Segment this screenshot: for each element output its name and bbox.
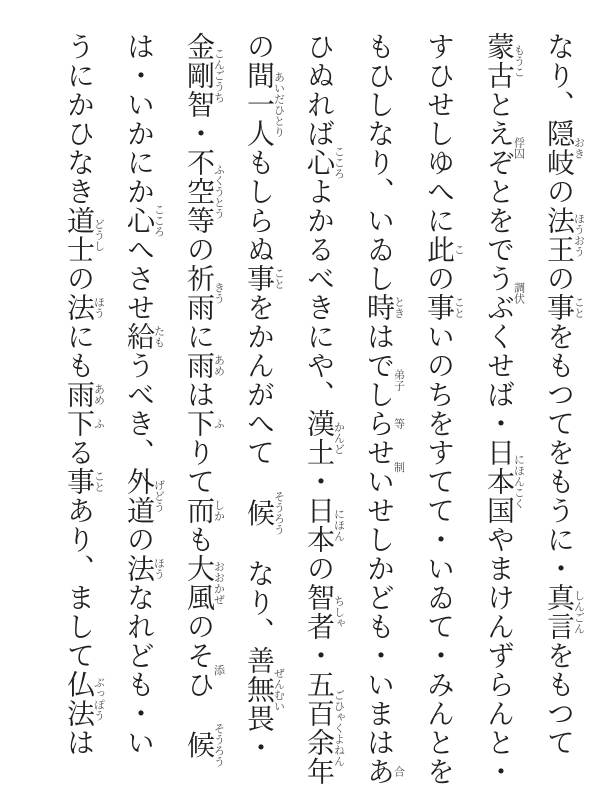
furigana-annotation: にほんこく xyxy=(512,438,525,525)
furigana-annotation: 添 xyxy=(212,641,225,699)
annotated-text: 法ほう xyxy=(63,293,105,322)
furigana-annotation: こんごうち xyxy=(212,32,225,119)
annotated-text: 真言しんごん xyxy=(543,583,585,641)
furigana-annotation: こと xyxy=(572,293,585,322)
text-run: りて xyxy=(183,438,214,496)
text-run: は xyxy=(363,322,394,351)
annotated-text: 下ふ xyxy=(63,409,105,438)
annotated-text: 外道げどう xyxy=(123,467,165,525)
furigana-annotation: たも xyxy=(152,322,165,351)
annotated-text: 日本にほん xyxy=(303,496,345,554)
text-run: の xyxy=(543,177,574,206)
furigana-annotation: 調伏 xyxy=(512,235,525,351)
annotated-text: 法王ほうおう xyxy=(543,206,585,264)
furigana-annotation: 制 xyxy=(392,438,405,496)
text-run: をかんがへて xyxy=(243,293,274,467)
text-run: うにかひなき xyxy=(63,32,94,206)
annotated-text: 下ふ xyxy=(183,409,225,438)
furigana-annotation: ぜんむい xyxy=(272,646,285,733)
furigana-annotation: こと xyxy=(452,293,465,322)
furigana-annotation: しか xyxy=(212,496,225,525)
annotated-text: 雨あめ xyxy=(183,351,225,380)
furigana-annotation: ぶっぽう xyxy=(92,670,105,728)
text-run: の xyxy=(303,554,334,583)
text-run: ・ xyxy=(243,733,274,762)
text-run: すひせしゆへに xyxy=(423,32,454,235)
text-run: なり、 xyxy=(243,559,274,646)
annotated-text: 仏法ぶっぽう xyxy=(63,670,105,728)
annotated-text: 智者ちしゃ xyxy=(303,583,345,641)
text-run: もひしなり、いゐし xyxy=(363,32,394,293)
text-run: と xyxy=(483,90,514,119)
text-run: せば・ xyxy=(483,351,514,438)
text-run: は xyxy=(183,380,214,409)
furigana-annotation: 弟子 xyxy=(392,351,405,409)
text-run: せしかども・いまは xyxy=(363,496,394,757)
furigana-annotation: こころ xyxy=(332,146,345,179)
furigana-annotation: おおかぜ xyxy=(212,554,225,612)
text-column-1 xyxy=(528,32,588,792)
annotated-text: せい制 xyxy=(363,438,405,496)
annotated-text: 時とき xyxy=(363,293,405,322)
text-run: もしらぬ xyxy=(243,148,274,264)
annotated-text: 給たも xyxy=(123,322,165,351)
text-run: も xyxy=(183,525,214,554)
furigana-annotation: しんごん xyxy=(572,583,585,641)
furigana-annotation: おき xyxy=(572,119,585,177)
furigana-annotation: こころ xyxy=(152,204,165,237)
annotated-text: 事こと xyxy=(423,293,465,322)
furigana-annotation: 俘囚 xyxy=(512,119,525,177)
furigana-annotation: ごひゃくよねん xyxy=(332,670,345,786)
annotated-text: 事こと xyxy=(63,467,105,496)
furigana-annotation: ふ xyxy=(212,409,225,438)
furigana-annotation: きう xyxy=(212,264,225,322)
text-run xyxy=(243,530,274,559)
text-column-2 xyxy=(468,32,528,792)
text-column-6 xyxy=(228,32,288,792)
text-run: ・ xyxy=(303,467,334,496)
text-run: いのちをすてて・いゐて・みんとを xyxy=(423,322,454,786)
annotated-text: 蒙古もうこ xyxy=(483,32,525,90)
text-run: ひぬれば xyxy=(303,32,334,148)
text-run: なれども・い xyxy=(123,583,154,757)
text-run: へさせ xyxy=(123,235,154,322)
annotated-text: 事こと xyxy=(243,264,285,293)
annotated-text: 漢土かんど xyxy=(303,409,345,467)
annotated-text: 日本国にほんこく xyxy=(483,438,525,525)
text-column-9 xyxy=(48,32,108,792)
annotated-text: 候そうろう xyxy=(243,491,285,535)
furigana-annotation: ほう xyxy=(152,554,165,583)
furigana-annotation: あめ xyxy=(92,380,105,409)
annotated-text: あ合 xyxy=(363,757,405,786)
annotated-text: 祈雨きう xyxy=(183,264,225,322)
furigana-annotation: ほう xyxy=(92,293,105,322)
annotated-text: 候そうろう xyxy=(183,723,225,767)
text-run: とを xyxy=(483,177,514,235)
text-run: の xyxy=(423,264,454,293)
text-run: の xyxy=(543,264,574,293)
text-column-5 xyxy=(288,32,348,792)
annotated-text: 而しか xyxy=(183,496,225,525)
furigana-annotation: もうこ xyxy=(512,32,525,90)
text-run: の xyxy=(183,612,214,641)
furigana-annotation: そうろう xyxy=(212,723,225,767)
annotated-text: 心こころ xyxy=(123,204,165,237)
annotated-text: 五百余年ごひゃくよねん xyxy=(303,670,345,786)
text-run: よかるべきにや、 xyxy=(303,177,334,409)
furigana-annotation: とき xyxy=(392,293,405,322)
furigana-annotation: ふ xyxy=(92,409,105,438)
furigana-annotation: ほうおう xyxy=(572,206,585,264)
text-run: ・ xyxy=(303,641,334,670)
text-column-3 xyxy=(408,32,468,792)
text-run: に xyxy=(183,322,214,351)
annotated-text: 不空等ふくうとう xyxy=(183,148,225,235)
furigana-annotation: あめ xyxy=(212,351,225,380)
annotated-text: 隠岐おき xyxy=(543,119,585,177)
text-run: る xyxy=(63,438,94,467)
furigana-annotation: ちしゃ xyxy=(332,583,345,641)
annotated-text: ら等 xyxy=(363,409,405,438)
text-run: なり、 xyxy=(543,32,574,119)
furigana-annotation: 合 xyxy=(392,757,405,786)
annotated-text: そひ添 xyxy=(183,641,225,699)
text-run: ・ xyxy=(183,119,214,148)
annotated-text: 金剛智こんごうち xyxy=(183,32,225,119)
annotated-text: 心こころ xyxy=(303,146,345,179)
annotated-text: 此こ xyxy=(423,235,465,264)
annotated-text: でし弟子 xyxy=(363,351,405,409)
furigana-annotation: こ xyxy=(452,235,465,264)
text-run: をもつてをもうに・ xyxy=(543,322,574,583)
text-column-7 xyxy=(168,32,228,792)
annotated-text: 道士どうし xyxy=(63,206,105,264)
furigana-annotation: あいだひとり xyxy=(272,61,285,148)
furigana-annotation: そうろう xyxy=(272,491,285,535)
text-run: は xyxy=(63,728,94,757)
furigana-annotation: こと xyxy=(272,264,285,293)
text-run: あり、まして xyxy=(63,496,94,670)
annotated-text: 大風おおかぜ xyxy=(183,554,225,612)
text-column-4 xyxy=(348,32,408,792)
annotated-text: 間一人あいだひとり xyxy=(243,61,285,148)
text-column-8 xyxy=(108,32,168,792)
furigana-annotation: げどう xyxy=(152,467,165,525)
text-run: の xyxy=(63,264,94,293)
furigana-annotation: にほん xyxy=(332,496,345,554)
annotated-text: 善無畏ぜんむい xyxy=(243,646,285,733)
annotated-text: でうぶく調伏 xyxy=(483,235,525,351)
text-run: をもつて xyxy=(543,641,574,757)
text-run: やまけんずらんと・ xyxy=(483,525,514,786)
annotated-text: 雨あめ xyxy=(63,380,105,409)
text-run: の xyxy=(123,525,154,554)
furigana-annotation: こと xyxy=(92,467,105,496)
furigana-annotation: どうし xyxy=(92,206,105,264)
annotated-text: 法ほう xyxy=(123,554,165,583)
text-run: うべき、 xyxy=(123,351,154,467)
furigana-annotation: 等 xyxy=(392,409,405,438)
furigana-annotation: ふくうとう xyxy=(212,148,225,235)
annotated-text: 事こと xyxy=(543,293,585,322)
furigana-annotation: かんど xyxy=(332,409,345,467)
text-run: にも xyxy=(63,322,94,380)
annotated-text: えぞ俘囚 xyxy=(483,119,525,177)
text-run: の xyxy=(183,235,214,264)
text-run: の xyxy=(243,32,274,61)
text-run: は・いかにか xyxy=(123,32,154,206)
